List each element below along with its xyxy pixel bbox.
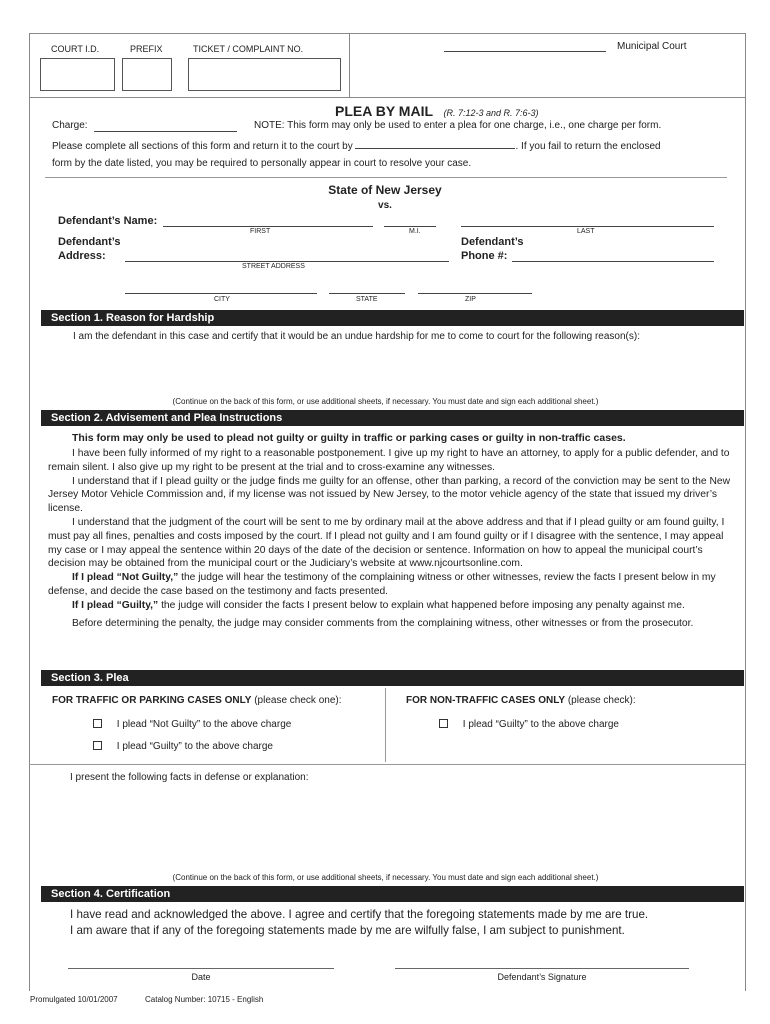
one-charge-note: NOTE: This form may only be used to enter a plea for one charge, i.e., one charge per form. [254, 120, 662, 131]
facts-label: I present the following facts in defense or explanation: [70, 772, 309, 783]
form-title: PLEA BY MAIL [335, 103, 434, 119]
ticket-label: TICKET / COMPLAINT NO. [193, 44, 304, 54]
advisement-text [48, 447, 738, 630]
court-id-label: COURT I.D. [51, 44, 100, 54]
rights-waiver-paragraph: I have been fully informed of my right to a reasonable postponement. I give up my right to have an attorney, to apply for a public defender, and to remain silent. I also give up my right to be present at the trial and to cross-examine any witnesses. [48, 448, 730, 473]
last-caption: LAST [577, 228, 595, 235]
charge-field[interactable] [94, 119, 237, 132]
return-instruction-tail: . If you fail to return the enclosed [515, 141, 661, 152]
charge-label: Charge: [52, 120, 88, 131]
ticket-field[interactable] [188, 58, 341, 91]
signature-field[interactable] [395, 968, 689, 969]
court-id-field[interactable] [40, 58, 115, 91]
vs-label: vs. [378, 200, 392, 211]
not-guilty-lead: If I plead “Not Guilty,” [72, 572, 179, 584]
section-1-header: Section 1. Reason for Hardship [41, 310, 744, 326]
return-instruction-text: Please complete all sections of this form and return it to the court by [52, 141, 353, 152]
penalty-paragraph: Before determining the penalty, the judge may consider comments from the complaining witness, other witnesses or from the prosecutor. [72, 617, 694, 629]
plea-bottom-line [29, 764, 745, 765]
nontraffic-guilty-checkbox[interactable] [439, 719, 448, 728]
traffic-heading-bold: FOR TRAFFIC OR PARKING CASES ONLY [52, 695, 252, 706]
section-2-header: Section 2. Advisement and Plea Instructions [41, 410, 744, 426]
last-name-field[interactable] [461, 214, 714, 227]
plea-scope-notice: This form may only be used to plead not guilty or guilty in traffic or parking cases or guilty in non-traffic cases. [72, 432, 626, 444]
nontraffic-heading-rest: (please check): [565, 695, 636, 706]
nontraffic-heading [406, 695, 636, 706]
municipal-court-label: Municipal Court [617, 41, 687, 52]
judgment-paragraph: I understand that the judgment of the court will be sent to me by ordinary mail at the above address and that if I plead guilty or am found guilty, I must pay all fines, penalties and costs imposed by the court. If I plead not guilty and I am found guilty or if I disagree with the sentence, I may appeal my case or I may appeal the sentence within 20 days of the date of the decision or sentence. Information on how to appeal the municipal court’s decision may be obtained from the municipal court or the Judiciary’s website at www.njcourtsonline.com. [48, 516, 725, 570]
city-field[interactable] [125, 281, 317, 294]
return-instruction-1 [52, 139, 661, 152]
phone-field[interactable] [512, 249, 714, 262]
street-caption: STREET ADDRESS [242, 263, 305, 270]
defendant-phone-label-1: Defendant’s [461, 236, 524, 248]
zip-field[interactable] [418, 281, 532, 294]
nontraffic-guilty-option[interactable] [439, 719, 619, 730]
city-caption: CITY [214, 296, 230, 303]
section-4-header: Section 4. Certification [41, 886, 744, 902]
header-bottom-line [29, 97, 745, 98]
not-guilty-checkbox[interactable] [93, 719, 102, 728]
mi-caption: M.I. [409, 228, 421, 235]
header-divider [349, 33, 350, 98]
middle-initial-field[interactable] [384, 214, 436, 227]
plea-not-guilty-option[interactable] [93, 719, 291, 730]
facts-area[interactable] [48, 788, 738, 866]
traffic-heading [52, 695, 342, 706]
prefix-label: PREFIX [130, 44, 163, 54]
nontraffic-heading-bold: FOR NON-TRAFFIC CASES ONLY [406, 695, 566, 706]
form-title-row [335, 103, 539, 121]
not-guilty-paragraph [48, 571, 738, 599]
not-guilty-text: the judge will hear the testimony of the complaining witness or other witnesses, review the facts I present below in my defense, and decide the case based on the testimony and facts presented. [48, 572, 716, 597]
date-label: Date [191, 972, 211, 982]
certification-line-1: I have read and acknowledged the above. I agree and certify that the foregoing statements made by me are true. [70, 908, 649, 921]
first-name-field[interactable] [163, 214, 373, 227]
guilty-checkbox[interactable] [93, 741, 102, 750]
defendant-name-label: Defendant’s Name: [58, 215, 158, 227]
section-3-header: Section 3. Plea [41, 670, 744, 686]
promulgated-date: Promulgated 10/01/2007 [30, 995, 118, 1004]
certification-line-2: I am aware that if any of the foregoing statements made by me are wilfully false, I am subject to punishment. [70, 924, 625, 937]
hardship-statement: I am the defendant in this case and certify that it would be an undue hardship for me to come to court for the following reason(s): [73, 331, 640, 342]
signature-label: Defendant’s Signature [497, 972, 587, 982]
hardship-reason-area[interactable] [48, 347, 738, 393]
state-field[interactable] [329, 281, 405, 294]
plea-column-divider [385, 688, 386, 762]
conviction-record-paragraph: I understand that if I plead guilty or the judge finds me guilty for an offense, other than parking, a record of the conviction may be sent to the New Jersey Motor Vehicle Commission and, if my license was not issued by New Jersey, to the motor vehicle agency of the state that issued my driver’s license. [48, 475, 731, 515]
rule-reference: (R. 7:12-3 and R. 7:6-3) [443, 108, 539, 118]
section-3-continue-note: (Continue on the back of this form, or use additional sheets, if necessary. You must date and sign each additional sheet.) [172, 873, 599, 882]
return-instruction-2: form by the date listed, you may be required to personally appear in court to resolve your case. [52, 158, 472, 169]
street-address-field[interactable] [125, 249, 449, 262]
section-1-continue-note: (Continue on the back of this form, or use additional sheets, if necessary. You must date and sign each additional sheet.) [172, 397, 599, 406]
not-guilty-option-label: I plead “Not Guilty” to the above charge [116, 719, 292, 730]
return-by-date-field[interactable] [355, 139, 515, 149]
nontraffic-guilty-option-label: I plead “Guilty” to the above charge [462, 719, 619, 730]
defendant-address-label-2: Address: [58, 250, 106, 262]
catalog-number: Catalog Number: 10715 - English [145, 995, 264, 1004]
zip-caption: ZIP [465, 296, 476, 303]
first-caption: FIRST [250, 228, 271, 235]
defendant-address-label-1: Defendant’s [58, 236, 121, 248]
date-field[interactable] [68, 968, 334, 969]
plea-guilty-option[interactable] [93, 741, 273, 752]
guilty-lead: If I plead “Guilty,” [72, 599, 159, 611]
defendant-phone-label-2: Phone #: [461, 250, 508, 262]
guilty-paragraph [48, 599, 738, 613]
state-caption: STATE [356, 296, 378, 303]
guilty-text: the judge will consider the facts I present below to explain what happened before imposing any penalty against me. [158, 599, 685, 611]
state-of-nj: State of New Jersey [328, 183, 442, 197]
traffic-heading-rest: (please check one): [251, 695, 342, 706]
caption-divider [45, 177, 727, 178]
municipal-court-field[interactable] [444, 39, 606, 52]
guilty-option-label: I plead “Guilty” to the above charge [116, 741, 273, 752]
prefix-field[interactable] [122, 58, 172, 91]
